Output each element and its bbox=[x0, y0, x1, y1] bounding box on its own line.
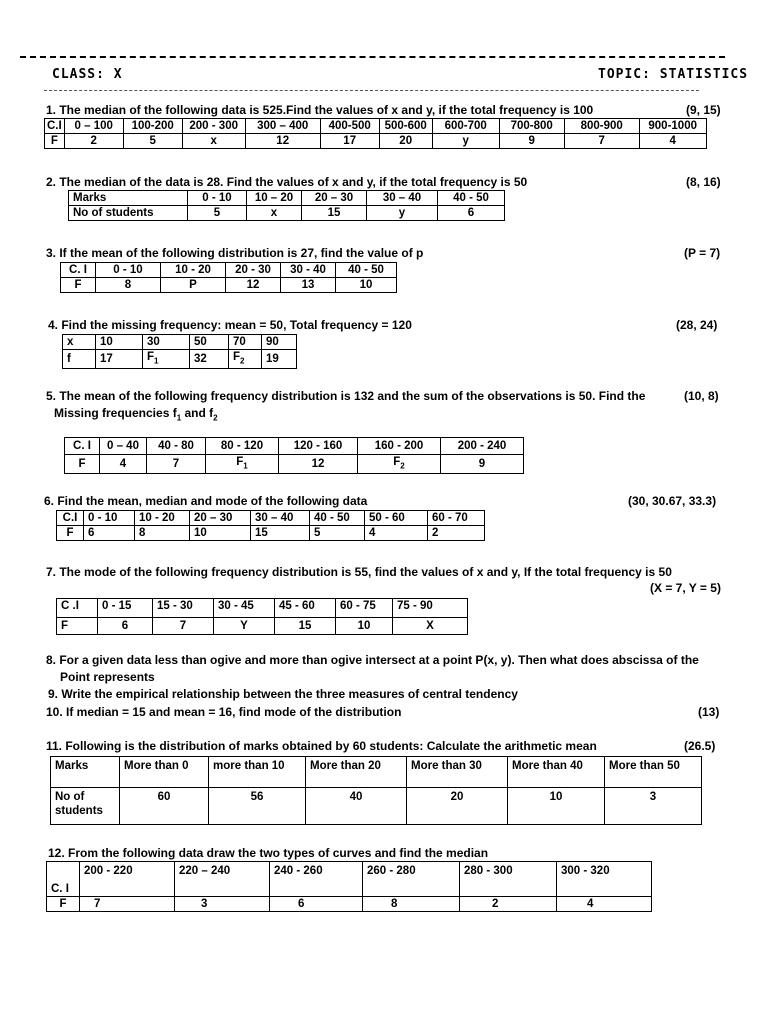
question-2-text: 2. The median of the data is 28. Find the values of x and y, if the total frequency is 50 bbox=[46, 175, 528, 189]
table-cell: No of students bbox=[69, 206, 188, 221]
question-3-text: 3. If the mean of the following distribution is 27, find the value of p bbox=[46, 246, 424, 260]
table-cell: 0 - 15 bbox=[98, 599, 153, 618]
table-cell: C.I bbox=[57, 511, 84, 526]
question-12-text: 12. From the following data draw the two types of curves and find the median bbox=[48, 846, 489, 860]
table-cell: 17 bbox=[96, 350, 143, 369]
table-cell: 700-800 bbox=[499, 119, 564, 134]
table-cell: f bbox=[63, 350, 96, 369]
table-cell: 3 bbox=[605, 788, 702, 825]
question-5-text: 5. The mean of the following frequency distribution is 132 and the sum of the observations is 50. Find the bbox=[46, 389, 646, 403]
table-cell: C. I bbox=[47, 862, 80, 897]
table-row bbox=[47, 897, 652, 912]
table-cell: C.I bbox=[45, 119, 65, 134]
table-cell: 10 bbox=[336, 278, 397, 293]
table-cell: $F_2$ bbox=[229, 350, 262, 369]
table-cell: 240 - 260 bbox=[270, 862, 363, 897]
table-cell: 200 - 300 bbox=[182, 119, 245, 134]
table-cell: 12 bbox=[279, 455, 358, 474]
table-row bbox=[65, 455, 524, 474]
table-cell: 2 bbox=[460, 897, 557, 912]
table-cell: 40 - 50 bbox=[310, 511, 365, 526]
table-cell: 6 bbox=[270, 897, 363, 912]
table-cell: 2 bbox=[64, 134, 123, 149]
table-cell: No of students bbox=[51, 788, 120, 825]
table-cell: 40 - 50 bbox=[336, 263, 397, 278]
table-cell: 200 - 220 bbox=[80, 862, 175, 897]
question-4-text: 4. Find the missing frequency: mean = 50, Total frequency = 120 bbox=[48, 318, 412, 332]
table-cell: y bbox=[367, 206, 438, 221]
table-cell: x bbox=[247, 206, 302, 221]
table-row bbox=[45, 119, 707, 134]
question-4-answer: (28, 24) bbox=[676, 318, 718, 332]
table-row bbox=[47, 862, 652, 897]
sub-dashed-rule bbox=[44, 90, 699, 91]
question-9-text: 9. Write the empirical relationship between the three measures of central tendency bbox=[48, 687, 518, 701]
table-cell: 90 bbox=[262, 335, 297, 350]
table-cell: 160 - 200 bbox=[358, 438, 441, 455]
table-row bbox=[61, 278, 397, 293]
table-cell: 70 bbox=[229, 335, 262, 350]
table-cell: 80 - 120 bbox=[206, 438, 279, 455]
table-cell: 12 bbox=[245, 134, 320, 149]
table-cell: More than 30 bbox=[407, 757, 508, 788]
question-1-answer: (9, 15) bbox=[686, 103, 721, 117]
table-cell: 280 - 300 bbox=[460, 862, 557, 897]
question-4-table bbox=[62, 334, 297, 369]
table-cell: 7 bbox=[147, 455, 206, 474]
question-6-table bbox=[56, 510, 485, 541]
table-cell: 8 bbox=[96, 278, 161, 293]
table-cell: 15 bbox=[302, 206, 367, 221]
question-1-table bbox=[44, 118, 707, 149]
table-cell: 60 bbox=[120, 788, 209, 825]
table-row bbox=[57, 511, 485, 526]
table-row bbox=[69, 206, 505, 221]
table-cell: 45 - 60 bbox=[275, 599, 336, 618]
table-cell: 100-200 bbox=[123, 119, 182, 134]
table-cell: 20 bbox=[379, 134, 432, 149]
table-cell: Marks bbox=[51, 757, 120, 788]
table-cell: 400-500 bbox=[320, 119, 379, 134]
table-cell: 8 bbox=[135, 526, 190, 541]
table-cell: 5 bbox=[123, 134, 182, 149]
table-cell: 32 bbox=[190, 350, 229, 369]
question-11-table bbox=[50, 756, 702, 825]
table-cell: More than 50 bbox=[605, 757, 702, 788]
question-5-text-line2: Missing frequencies $f_1$ and $f_2$ bbox=[54, 406, 218, 423]
table-cell: 200 - 240 bbox=[441, 438, 524, 455]
table-cell: C. I bbox=[61, 263, 96, 278]
table-row bbox=[69, 191, 505, 206]
table-cell: 10 bbox=[96, 335, 143, 350]
table-cell: 6 bbox=[98, 618, 153, 635]
table-row bbox=[45, 134, 707, 149]
question-12-table bbox=[46, 861, 652, 912]
table-cell: 300 – 400 bbox=[245, 119, 320, 134]
question-3-table bbox=[60, 262, 397, 293]
table-cell: C .I bbox=[57, 599, 98, 618]
table-cell: 4 bbox=[639, 134, 706, 149]
table-cell: 4 bbox=[365, 526, 428, 541]
table-cell: y bbox=[432, 134, 499, 149]
table-cell: more than 10 bbox=[209, 757, 306, 788]
table-cell: F bbox=[57, 526, 84, 541]
table-cell: 7 bbox=[80, 897, 175, 912]
table-row bbox=[57, 526, 485, 541]
question-5-answer: (10, 8) bbox=[684, 389, 719, 403]
table-cell: 900-1000 bbox=[639, 119, 706, 134]
table-cell: F bbox=[57, 618, 98, 635]
table-cell: 10 bbox=[336, 618, 393, 635]
table-cell: 120 - 160 bbox=[279, 438, 358, 455]
table-cell: 4 bbox=[100, 455, 147, 474]
table-cell: 5 bbox=[310, 526, 365, 541]
table-cell: 7 bbox=[564, 134, 639, 149]
table-cell: F bbox=[45, 134, 65, 149]
table-cell: 20 - 30 bbox=[226, 263, 281, 278]
table-row bbox=[61, 263, 397, 278]
table-cell: 12 bbox=[226, 278, 281, 293]
table-cell: X bbox=[393, 618, 468, 635]
table-cell: More than 40 bbox=[508, 757, 605, 788]
table-cell: 9 bbox=[499, 134, 564, 149]
table-cell: 0 – 100 bbox=[64, 119, 123, 134]
table-cell: 17 bbox=[320, 134, 379, 149]
table-cell: 19 bbox=[262, 350, 297, 369]
table-cell: P bbox=[161, 278, 226, 293]
table-cell: 13 bbox=[281, 278, 336, 293]
table-cell: 6 bbox=[438, 206, 505, 221]
table-cell: 4 bbox=[557, 897, 652, 912]
table-cell: 30 bbox=[143, 335, 190, 350]
table-cell: $F_1$ bbox=[206, 455, 279, 474]
table-cell: 5 bbox=[188, 206, 247, 221]
table-cell: 10 bbox=[190, 526, 251, 541]
table-cell: More than 20 bbox=[306, 757, 407, 788]
table-cell: 60 - 75 bbox=[336, 599, 393, 618]
table-cell: 10 - 20 bbox=[135, 511, 190, 526]
table-cell: 7 bbox=[153, 618, 214, 635]
table-cell: 40 - 80 bbox=[147, 438, 206, 455]
table-row bbox=[51, 788, 702, 825]
table-cell: 8 bbox=[363, 897, 460, 912]
table-row bbox=[65, 438, 524, 455]
question-2-table bbox=[68, 190, 505, 221]
question-7-answer: (X = 7, Y = 5) bbox=[650, 581, 721, 595]
table-cell: 600-700 bbox=[432, 119, 499, 134]
table-cell: $F_1$ bbox=[143, 350, 190, 369]
table-cell: Marks bbox=[69, 191, 188, 206]
table-cell: 3 bbox=[175, 897, 270, 912]
question-5-table bbox=[64, 437, 524, 474]
table-row bbox=[63, 335, 297, 350]
table-cell: x bbox=[182, 134, 245, 149]
table-cell: 260 - 280 bbox=[363, 862, 460, 897]
table-cell: 75 - 90 bbox=[393, 599, 468, 618]
question-10-text: 10. If median = 15 and mean = 16, find mode of the distribution bbox=[46, 705, 402, 719]
table-cell: 500-600 bbox=[379, 119, 432, 134]
question-7-text: 7. The mode of the following frequency distribution is 55, find the values of x and y, If the total frequency is 50 bbox=[46, 565, 672, 579]
table-cell: 6 bbox=[84, 526, 135, 541]
table-cell: 30 – 40 bbox=[251, 511, 310, 526]
table-row bbox=[57, 618, 468, 635]
table-row bbox=[63, 350, 297, 369]
question-8-text-line2: Point represents bbox=[60, 670, 155, 684]
table-cell: x bbox=[63, 335, 96, 350]
table-cell: More than 0 bbox=[120, 757, 209, 788]
table-cell: $F_2$ bbox=[358, 455, 441, 474]
table-cell: 0 - 10 bbox=[188, 191, 247, 206]
table-row bbox=[51, 757, 702, 788]
table-cell: Y bbox=[214, 618, 275, 635]
question-11-answer: (26.5) bbox=[684, 739, 716, 753]
table-cell: 40 bbox=[306, 788, 407, 825]
table-cell: 2 bbox=[428, 526, 485, 541]
table-cell: 10 - 20 bbox=[161, 263, 226, 278]
question-2-answer: (8, 16) bbox=[686, 175, 721, 189]
table-cell: 30 - 45 bbox=[214, 599, 275, 618]
question-7-table bbox=[56, 598, 468, 635]
table-cell: 30 – 40 bbox=[367, 191, 438, 206]
question-10-answer: (13) bbox=[698, 705, 720, 719]
table-cell: 30 - 40 bbox=[281, 263, 336, 278]
question-8-text: 8. For a given data less than ogive and more than ogive intersect at a point P(x, y). Then what does abscissa of the bbox=[46, 653, 699, 667]
question-1-text: 1. The median of the following data is 525.Find the values of x and y, if the total frequency is 100 bbox=[46, 103, 594, 117]
question-3-answer: (P = 7) bbox=[684, 246, 721, 260]
table-cell: 60 - 70 bbox=[428, 511, 485, 526]
table-cell: 15 - 30 bbox=[153, 599, 214, 618]
table-cell: 15 bbox=[275, 618, 336, 635]
table-cell: 9 bbox=[441, 455, 524, 474]
table-cell: C. I bbox=[65, 438, 100, 455]
table-cell: 0 - 10 bbox=[84, 511, 135, 526]
table-cell: 0 – 40 bbox=[100, 438, 147, 455]
table-cell: 20 – 30 bbox=[302, 191, 367, 206]
table-cell: F bbox=[61, 278, 96, 293]
table-cell: 10 – 20 bbox=[247, 191, 302, 206]
table-row bbox=[57, 599, 468, 618]
table-cell: 50 - 60 bbox=[365, 511, 428, 526]
table-cell: 800-900 bbox=[564, 119, 639, 134]
topic-label: TOPIC: STATISTICS bbox=[598, 67, 749, 82]
table-cell: 40 - 50 bbox=[438, 191, 505, 206]
table-cell: F bbox=[47, 897, 80, 912]
table-cell: 15 bbox=[251, 526, 310, 541]
table-cell: F bbox=[65, 455, 100, 474]
table-cell: 300 - 320 bbox=[557, 862, 652, 897]
top-dashed-rule bbox=[20, 56, 725, 58]
table-cell: 220 – 240 bbox=[175, 862, 270, 897]
table-cell: 0 - 10 bbox=[96, 263, 161, 278]
table-cell: 20 – 30 bbox=[190, 511, 251, 526]
question-6-text: 6. Find the mean, median and mode of the following data bbox=[44, 494, 368, 508]
question-11-text: 11. Following is the distribution of marks obtained by 60 students: Calculate the arithmetic mean bbox=[46, 739, 597, 753]
question-6-answer: (30, 30.67, 33.3) bbox=[628, 494, 717, 508]
table-cell: 20 bbox=[407, 788, 508, 825]
table-cell: 10 bbox=[508, 788, 605, 825]
class-label: CLASS: X bbox=[52, 67, 123, 82]
table-cell: 56 bbox=[209, 788, 306, 825]
table-cell: 50 bbox=[190, 335, 229, 350]
